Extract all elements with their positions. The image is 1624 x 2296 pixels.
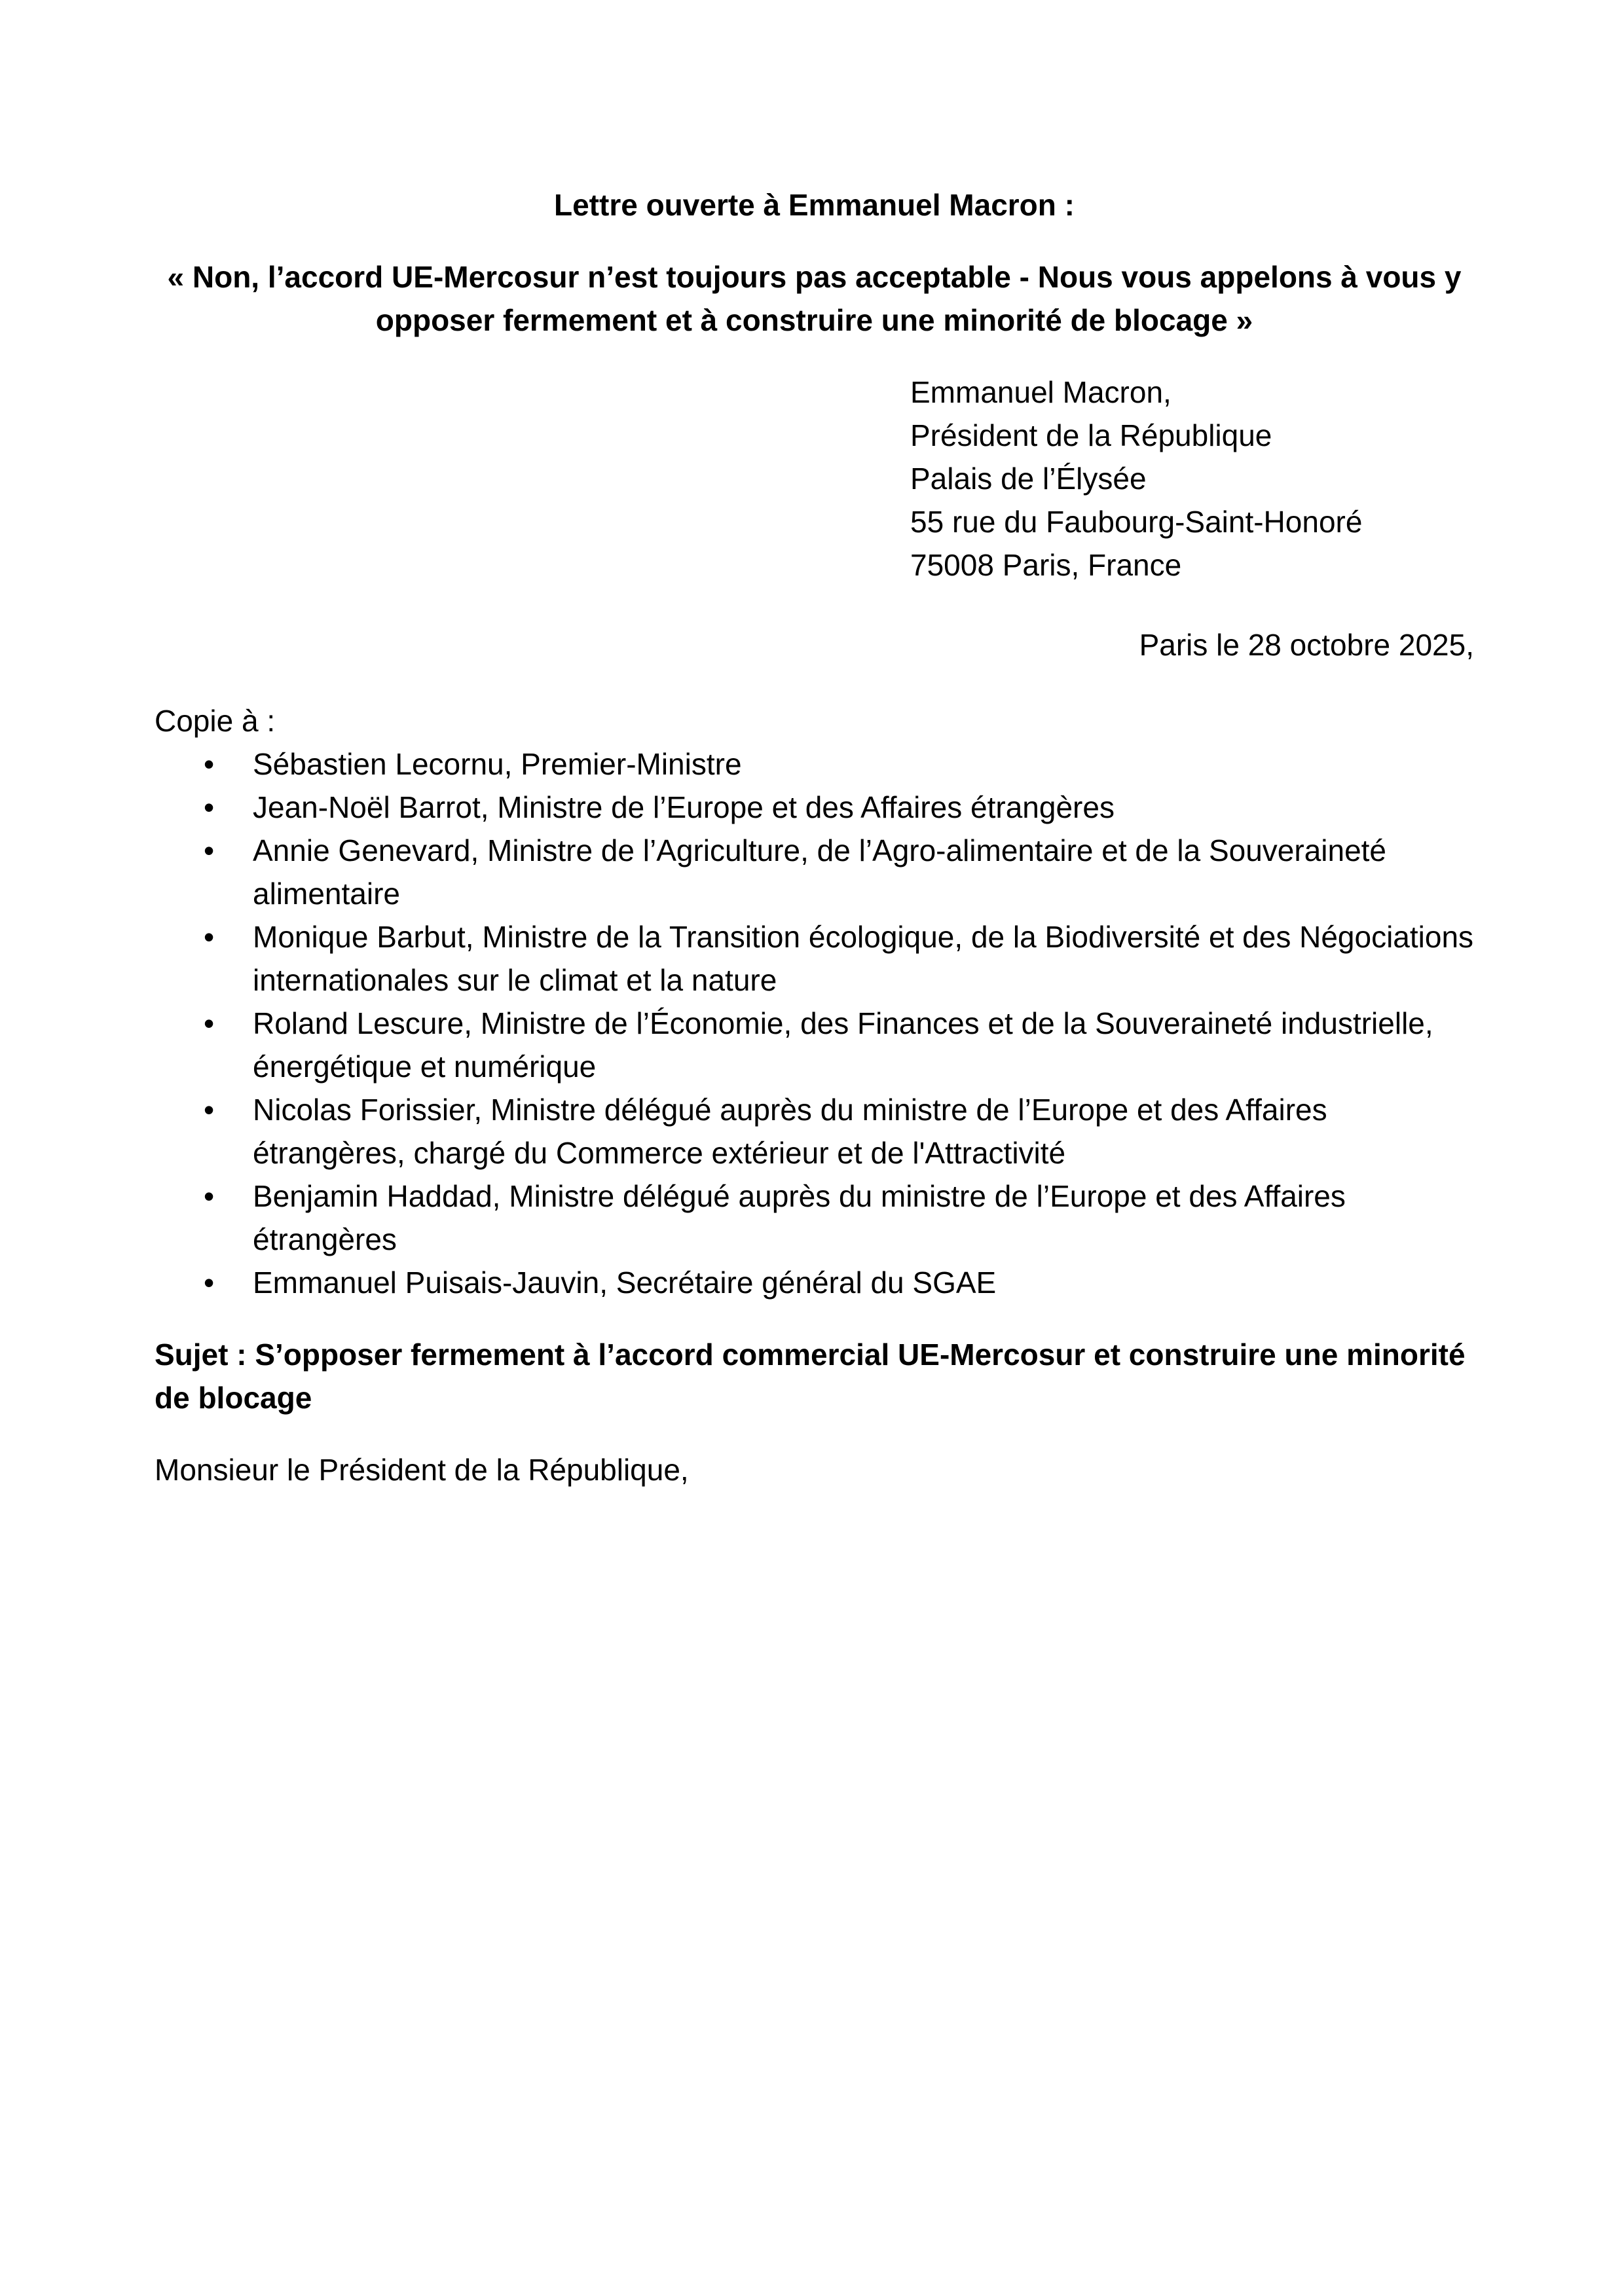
copy-item-text <box>253 829 1474 915</box>
copy-item-text <box>253 915 1474 1002</box>
copy-heading: Copie à : <box>155 704 276 738</box>
text-line: 75008 Paris, France <box>910 548 1182 582</box>
bullet-icon: • <box>204 1266 215 1300</box>
copy-item-text <box>253 1002 1474 1088</box>
text-line: alimentaire <box>253 877 400 911</box>
bullet-icon: • <box>204 747 215 781</box>
bullet-icon: • <box>204 790 215 824</box>
text-line: Sujet : S’opposer fermement à l’accord commercial UE-Mercosur et construire une minorité <box>155 1338 1466 1372</box>
text-line: Nicolas Forissier, Ministre délégué auprès du ministre de l’Europe et des Affaires <box>253 1093 1327 1127</box>
copy-item-text <box>253 786 1474 829</box>
page-title: Lettre ouverte à Emmanuel Macron : <box>554 188 1075 222</box>
subject-line <box>155 1333 1474 1419</box>
text-line: opposer fermement et à construire une minorité de blocage » <box>375 303 1253 337</box>
bullet-icon: • <box>204 833 215 867</box>
recipient-address <box>910 371 1474 587</box>
text-line: Sébastien Lecornu, Premier-Ministre <box>253 747 742 781</box>
text-line: Palais de l’Élysée <box>910 462 1147 496</box>
salutation: Monsieur le Président de la République, <box>155 1453 689 1487</box>
text-line: 55 rue du Faubourg-Saint-Honoré <box>910 505 1363 539</box>
text-line: de blocage <box>155 1381 312 1415</box>
copy-list-item <box>155 1088 1474 1175</box>
bullet-icon: • <box>204 1093 215 1127</box>
text-line: Emmanuel Macron, <box>910 375 1172 409</box>
text-line: énergétique et numérique <box>253 1049 597 1084</box>
copy-item-text <box>253 1088 1474 1175</box>
copy-item-text <box>253 1261 1474 1304</box>
copy-item-text <box>253 1175 1474 1261</box>
text-line: internationales sur le climat et la nature <box>253 963 777 997</box>
copy-list-item <box>155 915 1474 1002</box>
bullet-icon: • <box>204 920 215 954</box>
text-line: étrangères, chargé du Commerce extérieur et de l'Attractivité <box>253 1136 1066 1170</box>
text-line: étrangères <box>253 1222 397 1256</box>
copy-list-item <box>155 1002 1474 1088</box>
text-line: Roland Lescure, Ministre de l’Économie, des Finances et de la Souveraineté industrielle, <box>253 1006 1433 1040</box>
copy-list-item <box>155 786 1474 829</box>
text-line: Benjamin Haddad, Ministre délégué auprès du ministre de l’Europe et des Affaires <box>253 1179 1346 1213</box>
letter-subtitle <box>155 255 1474 342</box>
text-line: « Non, l’accord UE-Mercosur n’est toujours pas acceptable - Nous vous appelons à vous y <box>167 260 1462 294</box>
text-line: Monique Barbut, Ministre de la Transition écologique, de la Biodiversité et des Négociations <box>253 920 1474 954</box>
dateline: Paris le 28 octobre 2025, <box>1139 628 1474 662</box>
copy-item-text <box>253 742 1474 786</box>
bullet-icon: • <box>204 1179 215 1213</box>
text-line: Président de la République <box>910 418 1272 452</box>
copy-list-item <box>155 1175 1474 1261</box>
bullet-icon: • <box>204 1006 215 1040</box>
copy-list-item <box>155 742 1474 786</box>
text-line: Annie Genevard, Ministre de l’Agriculture, de l’Agro-alimentaire et de la Souveraineté <box>253 833 1387 867</box>
copy-list-item <box>155 829 1474 915</box>
copy-list-item <box>155 1261 1474 1304</box>
text-line: Jean-Noël Barrot, Ministre de l’Europe et des Affaires étrangères <box>253 790 1115 824</box>
copy-list <box>155 742 1474 1304</box>
text-line: Emmanuel Puisais-Jauvin, Secrétaire général du SGAE <box>253 1266 997 1300</box>
